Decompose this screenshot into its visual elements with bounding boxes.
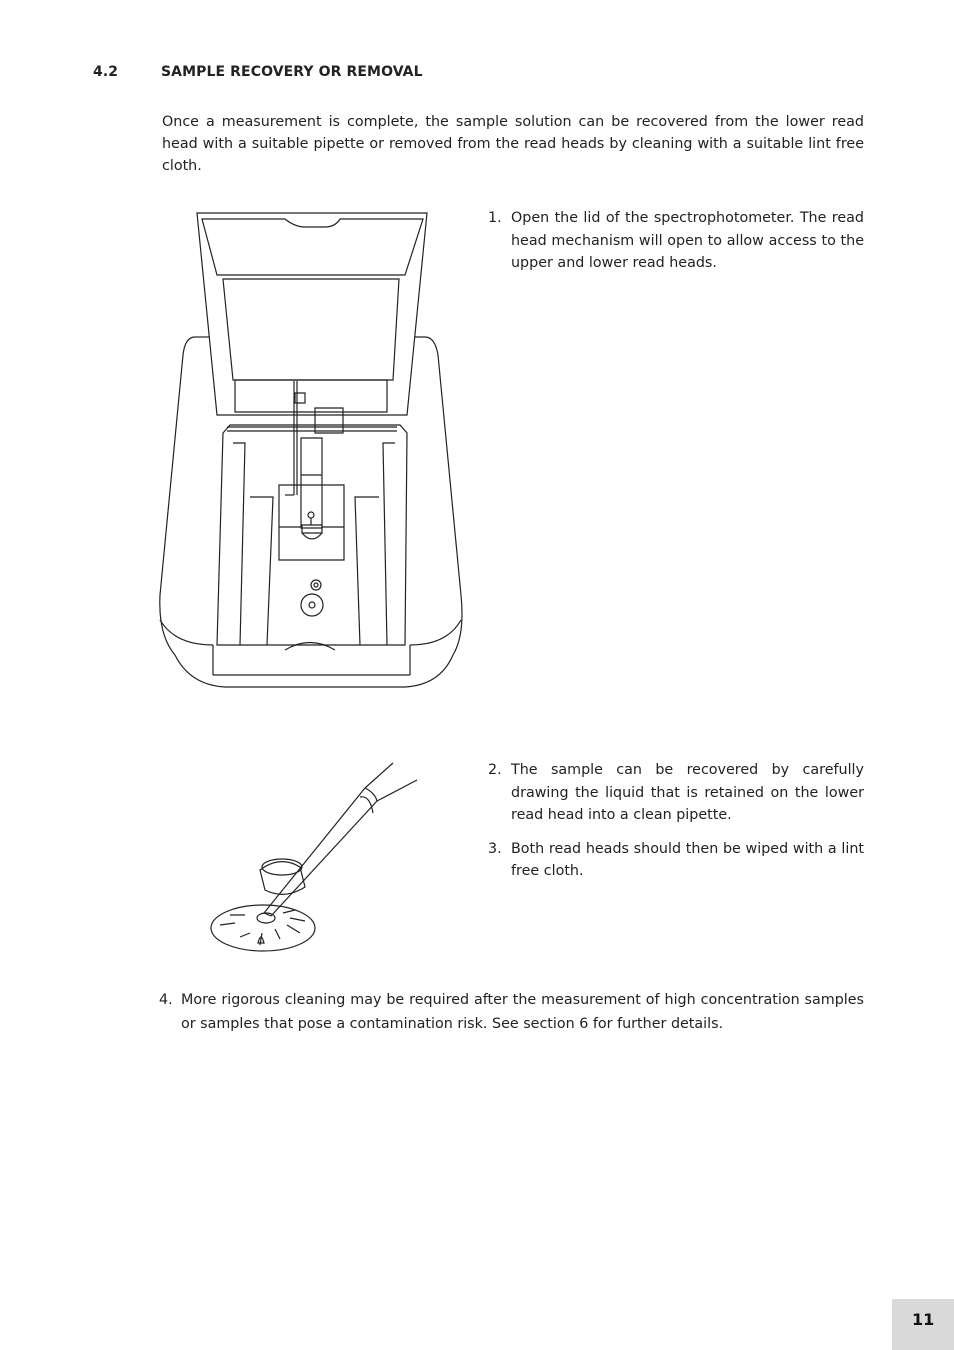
step-number: 1.	[488, 210, 502, 226]
step-item	[488, 838, 864, 883]
step-text: Open the lid of the spectrophotometer. The read head mechanism will open to allow access to the upper and lower read heads.	[511, 210, 864, 271]
page-number: 11	[912, 1310, 935, 1329]
step-number: 2.	[488, 762, 502, 778]
spectrophotometer-illustration	[155, 205, 470, 695]
pipette-illustration	[205, 755, 430, 960]
section-number: 4.2	[93, 64, 119, 80]
step-item	[159, 989, 864, 1036]
section-heading	[93, 64, 793, 80]
step-text: More rigorous cleaning may be required after the measurement of high concentration samples or samples that pose a contamination risk. See section 6 for further details.	[181, 992, 864, 1032]
steps-group-2	[488, 759, 864, 894]
step-text: The sample can be recovered by carefully drawing the liquid that is retained on the lower read head into a clean pipette.	[511, 762, 864, 823]
page-number-tab	[892, 1299, 954, 1350]
steps-group-1	[488, 207, 864, 286]
section-title: SAMPLE RECOVERY OR REMOVAL	[161, 64, 423, 80]
step-number: 3.	[488, 840, 502, 857]
step-number: 4.	[159, 992, 173, 1008]
step-item	[488, 759, 864, 827]
step-item	[488, 207, 864, 275]
step-text: Both read heads should then be wiped with a lint free cloth.	[511, 840, 864, 879]
intro-paragraph: Once a measurement is complete, the sample solution can be recovered from the lower read head with a suitable pipette or removed from the read heads by cleaning with a suitable lint free cloth.	[162, 114, 864, 174]
